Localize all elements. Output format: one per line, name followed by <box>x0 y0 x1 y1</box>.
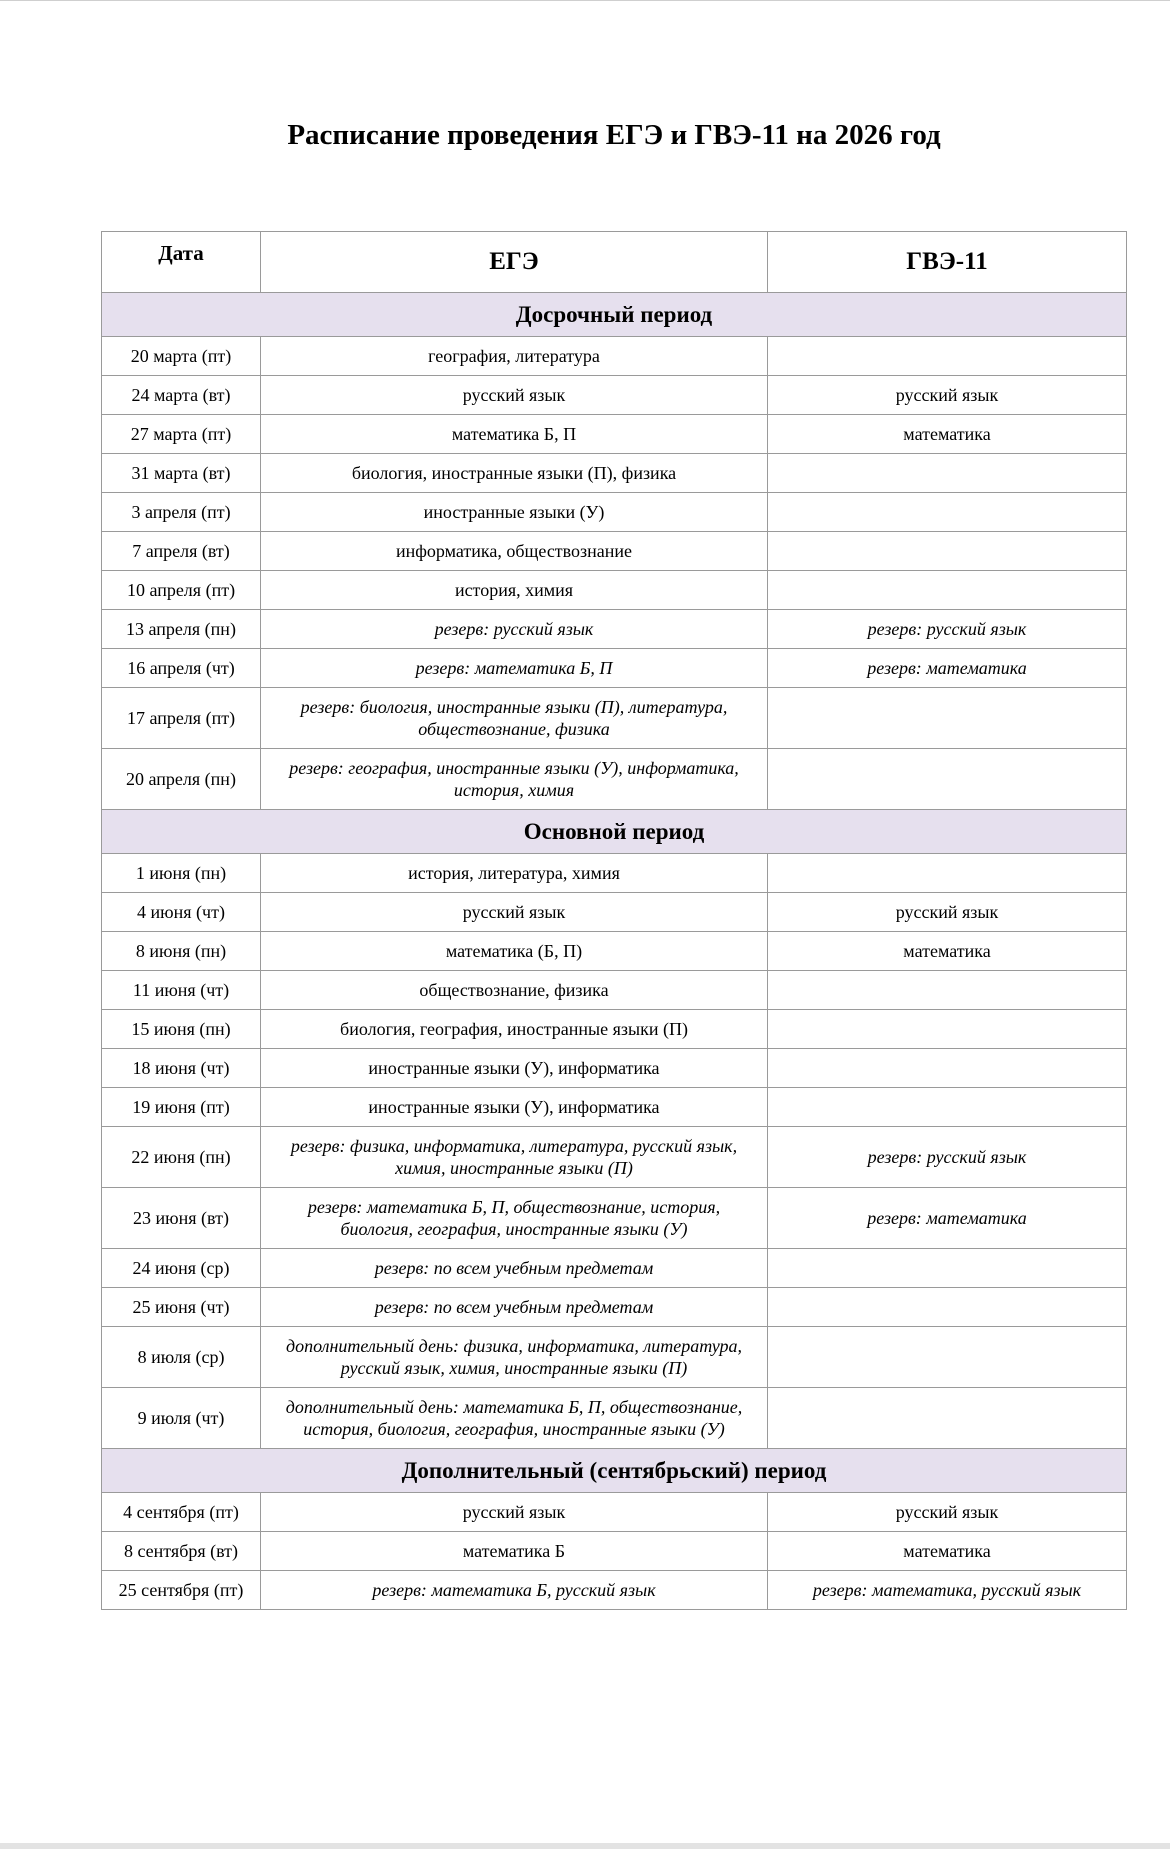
gve-text: резерв: русский язык <box>867 619 1027 639</box>
date-text: 8 июля (ср) <box>137 1347 225 1367</box>
gve-text: математика <box>903 941 991 961</box>
table-row <box>102 337 1127 376</box>
gve-cell <box>768 1532 1127 1571</box>
table-row <box>102 493 1127 532</box>
date-text: 4 июня (чт) <box>137 902 225 922</box>
date-cell <box>102 493 261 532</box>
gve-text: русский язык <box>895 1502 999 1522</box>
top-rule <box>0 0 1170 1</box>
bottom-bar <box>0 1843 1170 1849</box>
header-date: Дата <box>102 232 261 293</box>
table-row <box>102 1010 1127 1049</box>
date-cell <box>102 688 261 749</box>
ege-cell <box>261 1127 768 1188</box>
ege-cell <box>261 1049 768 1088</box>
date-cell <box>102 1288 261 1327</box>
table-row <box>102 571 1127 610</box>
table-row <box>102 749 1127 810</box>
ege-text: история, химия <box>454 580 574 600</box>
date-text: 9 июля (чт) <box>137 1408 225 1428</box>
date-text: 25 июня (чт) <box>132 1297 230 1317</box>
ege-cell <box>261 854 768 893</box>
date-text: 15 июня (пн) <box>131 1019 231 1039</box>
table-row <box>102 893 1127 932</box>
date-cell <box>102 376 261 415</box>
date-cell <box>102 454 261 493</box>
period-title: Дополнительный (сентябрьский) период <box>102 1449 1127 1493</box>
date-cell <box>102 1388 261 1449</box>
date-text: 4 сентября (пт) <box>123 1502 239 1522</box>
date-text: 1 июня (пн) <box>135 863 227 883</box>
table-row <box>102 1571 1127 1610</box>
ege-cell <box>261 1532 768 1571</box>
gve-text: русский язык <box>895 385 999 405</box>
ege-cell <box>261 493 768 532</box>
gve-cell <box>768 1049 1127 1088</box>
table-row <box>102 415 1127 454</box>
table-row <box>102 376 1127 415</box>
ege-text: русский язык <box>462 1502 566 1522</box>
ege-cell <box>261 376 768 415</box>
gve-cell <box>768 1010 1127 1049</box>
gve-text: математика <box>903 424 991 444</box>
ege-text: русский язык <box>462 385 566 405</box>
date-cell <box>102 893 261 932</box>
ege-text: иностранные языки (У) <box>423 502 605 522</box>
table-row <box>102 1327 1127 1388</box>
ege-cell <box>261 1288 768 1327</box>
ege-cell <box>261 893 768 932</box>
ege-text: иностранные языки (У), информатика <box>368 1097 660 1117</box>
date-text: 24 июня (ср) <box>132 1258 230 1278</box>
gve-cell <box>768 749 1127 810</box>
date-text: 16 апреля (чт) <box>127 658 235 678</box>
ege-text: резерв: география, иностранные языки (У), информатика, история, химия <box>289 758 739 800</box>
table-row <box>102 1049 1127 1088</box>
ege-cell <box>261 1327 768 1388</box>
date-text: 7 апреля (вт) <box>132 541 230 561</box>
ege-cell <box>261 337 768 376</box>
ege-cell <box>261 749 768 810</box>
gve-cell <box>768 932 1127 971</box>
table-row <box>102 854 1127 893</box>
ege-text: дополнительный день: физика, информатика, литература, русский язык, химия, иностранные языки (П) <box>285 1336 742 1378</box>
date-cell <box>102 1010 261 1049</box>
schedule-body <box>102 293 1127 1610</box>
gve-cell <box>768 1388 1127 1449</box>
gve-text: резерв: математика, русский язык <box>812 1580 1082 1600</box>
ege-text: резерв: по всем учебным предметам <box>374 1297 654 1317</box>
ege-text: биология, иностранные языки (П), физика <box>351 463 677 483</box>
table-row <box>102 1188 1127 1249</box>
ege-cell <box>261 649 768 688</box>
gve-cell <box>768 1249 1127 1288</box>
date-cell <box>102 610 261 649</box>
date-cell <box>102 932 261 971</box>
schedule-table <box>101 231 1127 1610</box>
ege-cell <box>261 1388 768 1449</box>
date-text: 20 апреля (пн) <box>126 769 236 789</box>
ege-cell <box>261 1249 768 1288</box>
period-header-row <box>102 1449 1127 1493</box>
gve-cell <box>768 1571 1127 1610</box>
gve-cell <box>768 649 1127 688</box>
ege-cell <box>261 932 768 971</box>
gve-cell <box>768 1188 1127 1249</box>
gve-cell <box>768 337 1127 376</box>
ege-text: резерв: по всем учебным предметам <box>374 1258 654 1278</box>
period-header-row <box>102 293 1127 337</box>
gve-cell <box>768 532 1127 571</box>
ege-text: математика (Б, П) <box>445 941 583 961</box>
date-text: 27 марта (пт) <box>130 424 232 444</box>
date-cell <box>102 649 261 688</box>
table-row <box>102 532 1127 571</box>
ege-text: резерв: математика Б, П <box>415 658 613 678</box>
date-cell <box>102 1327 261 1388</box>
date-cell <box>102 1049 261 1088</box>
gve-cell <box>768 854 1127 893</box>
table-row <box>102 1493 1127 1532</box>
ege-cell <box>261 1493 768 1532</box>
gve-cell <box>768 971 1127 1010</box>
table-row <box>102 649 1127 688</box>
gve-cell <box>768 1088 1127 1127</box>
date-cell <box>102 571 261 610</box>
table-row <box>102 454 1127 493</box>
period-header-row <box>102 810 1127 854</box>
date-cell <box>102 854 261 893</box>
ege-cell <box>261 610 768 649</box>
ege-cell <box>261 1010 768 1049</box>
date-text: 18 июня (чт) <box>132 1058 230 1078</box>
gve-cell <box>768 376 1127 415</box>
date-text: 20 марта (пт) <box>130 346 232 366</box>
period-title: Досрочный период <box>102 293 1127 337</box>
date-text: 3 апреля (пт) <box>131 502 231 522</box>
date-text: 22 июня (пн) <box>131 1147 231 1167</box>
gve-cell <box>768 893 1127 932</box>
ege-text: резерв: математика Б, П, обществознание, история, биология, география, иностранные языки (У) <box>307 1197 721 1239</box>
ege-text: биология, география, иностранные языки (П) <box>340 1019 688 1039</box>
date-cell <box>102 532 261 571</box>
date-cell <box>102 1571 261 1610</box>
ege-cell <box>261 688 768 749</box>
gve-text: резерв: математика <box>867 658 1027 678</box>
date-cell <box>102 971 261 1010</box>
date-text: 24 марта (вт) <box>131 385 231 405</box>
gve-cell <box>768 415 1127 454</box>
table-row <box>102 688 1127 749</box>
date-cell <box>102 1493 261 1532</box>
gve-text: русский язык <box>895 902 999 922</box>
ege-cell <box>261 1088 768 1127</box>
gve-text: математика <box>903 1541 991 1561</box>
gve-text: резерв: русский язык <box>867 1147 1027 1167</box>
gve-cell <box>768 1493 1127 1532</box>
page-title: Расписание проведения ЕГЭ и ГВЭ-11 на 2026 год <box>287 119 941 151</box>
ege-cell <box>261 454 768 493</box>
table-row <box>102 1088 1127 1127</box>
gve-cell <box>768 610 1127 649</box>
ege-cell <box>261 971 768 1010</box>
date-text: 31 марта (вт) <box>131 463 231 483</box>
gve-cell <box>768 688 1127 749</box>
ege-text: резерв: физика, информатика, литература, русский язык, химия, иностранные языки (П) <box>290 1136 738 1178</box>
ege-text: резерв: математика Б, русский язык <box>372 1580 656 1600</box>
date-text: 8 сентября (вт) <box>123 1541 239 1561</box>
ege-text: резерв: биология, иностранные языки (П), литература, обществознание, физика <box>300 697 728 739</box>
header-ege: ЕГЭ <box>261 232 768 293</box>
date-cell <box>102 1188 261 1249</box>
gve-cell <box>768 454 1127 493</box>
table-row <box>102 971 1127 1010</box>
date-text: 23 июня (вт) <box>133 1208 229 1228</box>
date-text: 13 апреля (пн) <box>126 619 236 639</box>
ege-text: иностранные языки (У), информатика <box>368 1058 660 1078</box>
gve-cell <box>768 1127 1127 1188</box>
date-text: 17 апреля (пт) <box>126 708 236 728</box>
ege-cell <box>261 1188 768 1249</box>
table-row <box>102 1288 1127 1327</box>
gve-cell <box>768 1288 1127 1327</box>
ege-text: математика Б <box>462 1541 566 1561</box>
date-cell <box>102 1127 261 1188</box>
date-cell <box>102 1088 261 1127</box>
table-row <box>102 932 1127 971</box>
table-row <box>102 1532 1127 1571</box>
date-cell <box>102 337 261 376</box>
date-text: 10 апреля (пт) <box>126 580 236 600</box>
ege-cell <box>261 532 768 571</box>
ege-cell <box>261 571 768 610</box>
date-cell <box>102 1249 261 1288</box>
table-row <box>102 1388 1127 1449</box>
ege-text: резерв: русский язык <box>434 619 594 639</box>
header-gve: ГВЭ-11 <box>768 232 1127 293</box>
gve-text: резерв: математика <box>867 1208 1027 1228</box>
header-row <box>102 232 1127 293</box>
date-text: 25 сентября (пт) <box>118 1580 244 1600</box>
ege-text: дополнительный день: математика Б, П, обществознание, история, биология, география, иностранные языки (У) <box>285 1397 743 1439</box>
ege-text: математика Б, П <box>451 424 577 444</box>
gve-cell <box>768 493 1127 532</box>
date-text: 8 июня (пн) <box>135 941 227 961</box>
table-row <box>102 1127 1127 1188</box>
period-title: Основной период <box>102 810 1127 854</box>
ege-text: география, литература <box>428 346 600 366</box>
ege-cell <box>261 415 768 454</box>
date-cell <box>102 415 261 454</box>
ege-cell <box>261 1571 768 1610</box>
gve-cell <box>768 1327 1127 1388</box>
ege-text: русский язык <box>462 902 566 922</box>
gve-cell <box>768 571 1127 610</box>
ege-text: обществознание, физика <box>419 980 609 1000</box>
table-row <box>102 610 1127 649</box>
date-cell <box>102 1532 261 1571</box>
date-text: 11 июня (чт) <box>132 980 230 1000</box>
table-row <box>102 1249 1127 1288</box>
date-cell <box>102 749 261 810</box>
date-text: 19 июня (пт) <box>132 1097 230 1117</box>
ege-text: история, литература, химия <box>408 863 620 883</box>
ege-text: информатика, обществознание <box>395 541 633 561</box>
